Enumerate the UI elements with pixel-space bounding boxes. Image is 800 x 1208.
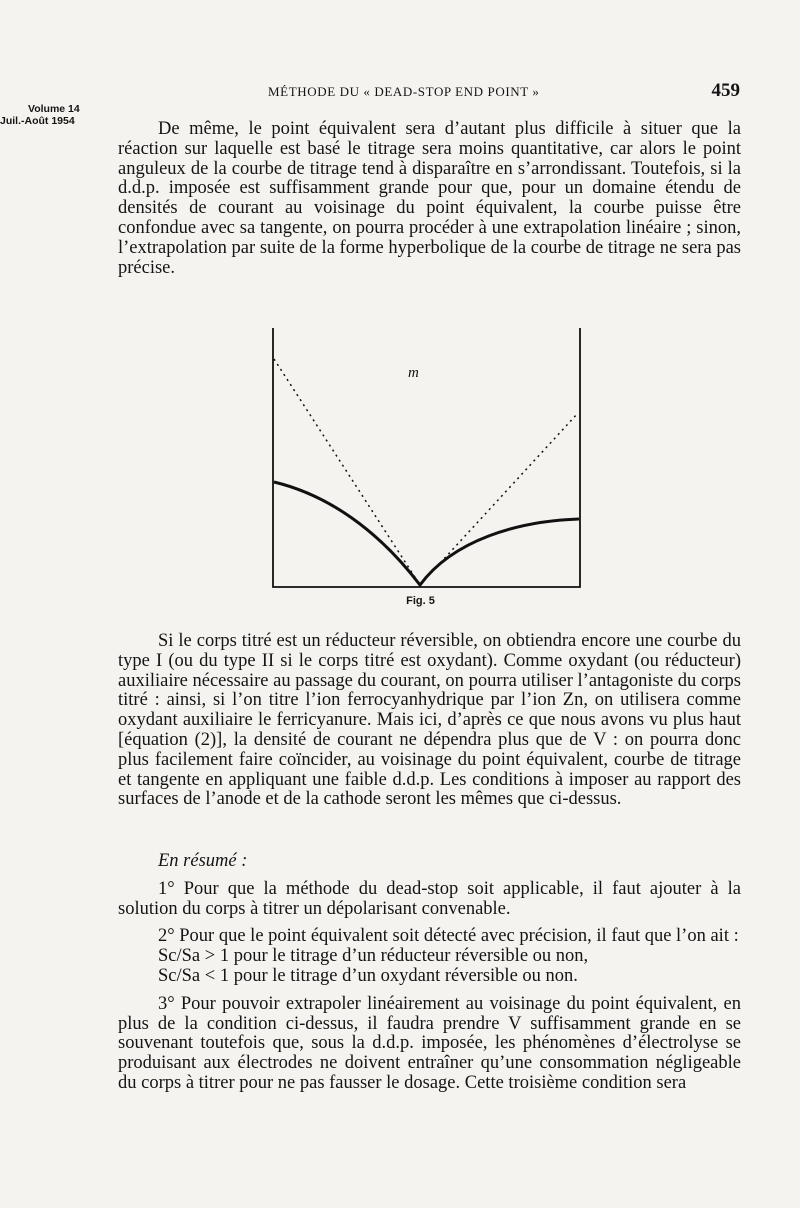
- figure-frame: [273, 328, 580, 587]
- running-header: [120, 80, 740, 102]
- paragraph-reversible-reducer: Si le corps titré est un réducteur réversible, on obtiendra encore une courbe du type I (ou du type II si le corps titré est oxydant). Comme oxydant (ou réducteur) auxiliaire nécessaire au passage du courant, on pourra utiliser l’antagoniste du corps titré : ainsi, si l’on titre l’ion ferrocyanhydrique par l’ion Zn, on utilisera comme oxydant auxiliaire le ferricyanure. Mais ici, d’après ce que nous avons vu plus haut [équation (2)], la densité de courant ne dépendra plus que de V : on pourra donc plus facilement faire coïncider, au voisinage du point équivalent, courbe de titrage et tangente en appliquant une faible d.d.p. Les conditions à imposer au rapport des surfaces de l’anode et de la cathode seront les mêmes que ci-dessus.: [118, 631, 741, 810]
- summary-item-2: 2° Pour que le point équivalent soit détecté avec précision, il faut que l’on ait :: [158, 926, 739, 947]
- summary-section: [118, 852, 741, 1094]
- curve-label: m: [408, 365, 419, 381]
- titration-curve-solid: [274, 482, 579, 585]
- summary-item-1: 1° Pour que la méthode du dead-stop soit applicable, il faut ajouter à la solution du corps à titrer un dépolarisant convenable.: [118, 878, 741, 919]
- body-column-middle: [118, 632, 741, 810]
- page-number: 459: [711, 80, 740, 101]
- paragraph-equivalent-point: De même, le point équivalent sera d’autant plus difficile à situer que la réaction sur laquelle est basé le titrage sera moins quantitative, car alors le point anguleux de la courbe de titrage tend à disparaître en s’arrondissant. Toutefois, si la d.d.p. imposée est suffisamment grande pour que, pour un domaine étendu de densités de courant au voisinage du point équivalent, la courbe puisse être confondue avec sa tangente, on pourra procéder à une extrapolation linéaire ; sinon, l’extrapolation par suite de la forme hyperbolique de la courbe de titrage ne sera pas précise.: [118, 119, 741, 278]
- surface-ratio-conditions: [118, 947, 741, 987]
- figure-5: [268, 325, 588, 615]
- tangent-left-dotted: [274, 359, 420, 585]
- figure-caption: Fig. 5: [406, 595, 435, 607]
- running-title: MÉTHODE DU « DEAD-STOP END POINT »: [268, 84, 540, 99]
- summary-heading: En résumé :: [158, 851, 248, 871]
- condition-reducer: Sc/Sa > 1 pour le titrage d’un réducteur réversible ou non,: [158, 946, 589, 967]
- body-column-top: [118, 120, 741, 278]
- titration-curve-diagram: [268, 325, 588, 593]
- condition-oxidant: Sc/Sa < 1 pour le titrage d’un oxydant réversible ou non.: [158, 965, 578, 986]
- issue-date: Juil.-Août 1954: [0, 115, 75, 127]
- summary-item-3: 3° Pour pouvoir extrapoler linéairement au voisinage du point équivalent, en plus de la condition ci-dessus, il faudra prendre V suffisamment grande en se souvenant toutefois que, sous la d.d.p. imposée, les phénomènes d’électrolyse se produisant aux électrodes ne doivent entraîner qu’une consommation négligeable du corps à titrer pour ne pas fausser le dosage. Cette troisième condition sera: [118, 993, 741, 1093]
- volume-margin-note: [0, 103, 120, 127]
- volume-number: Volume 14: [28, 103, 80, 115]
